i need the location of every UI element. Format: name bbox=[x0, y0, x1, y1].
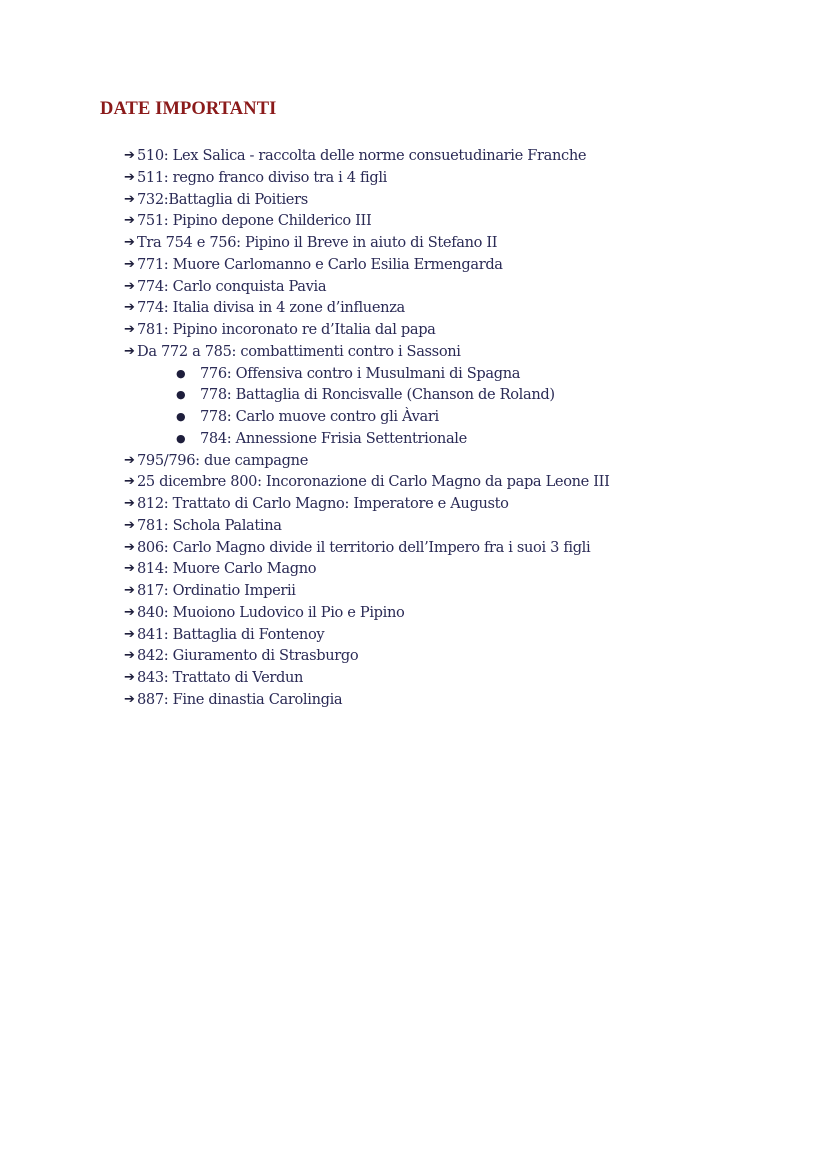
list-item-text: 25 dicembre 800: Incoronazione di Carlo Magno da papa Leone III bbox=[137, 473, 610, 491]
list-item bbox=[124, 232, 498, 254]
list-item-text: 795/796: due campagne bbox=[137, 451, 308, 469]
list-item-text: 817: Ordinatio Imperii bbox=[137, 582, 296, 599]
bullet-icon: ● bbox=[176, 366, 186, 380]
list-item bbox=[124, 189, 308, 211]
list-item bbox=[124, 645, 359, 667]
list-item bbox=[124, 493, 509, 515]
list-item bbox=[124, 167, 387, 189]
sub-list-item bbox=[124, 384, 555, 406]
arrow-icon: ➔ bbox=[124, 604, 135, 620]
arrow-icon: ➔ bbox=[124, 539, 135, 555]
list-item bbox=[124, 319, 436, 341]
bullet-icon: ● bbox=[176, 410, 186, 423]
arrow-icon: ➔ bbox=[124, 322, 135, 337]
list-item bbox=[124, 667, 304, 689]
arrow-icon: ➔ bbox=[124, 626, 135, 642]
list-item-text: 814: Muore Carlo Magno bbox=[137, 560, 317, 578]
list-item-text: 510: Lex Salica - raccolta delle norme consuetudinarie Franche bbox=[137, 147, 587, 164]
list-item bbox=[124, 276, 327, 298]
sub-list-item bbox=[124, 406, 439, 428]
list-item bbox=[124, 471, 610, 493]
list-item-text: 841: Battaglia di Fontenoy bbox=[137, 625, 325, 643]
list-item bbox=[124, 624, 325, 646]
list-item bbox=[124, 341, 461, 363]
list-item-text: 843: Trattato di Verdun bbox=[137, 669, 304, 686]
arrow-icon: ➔ bbox=[124, 213, 135, 229]
arrow-icon: ➔ bbox=[124, 452, 135, 468]
list-item-text: 806: Carlo Magno divide il territorio dell’Impero fra i suoi 3 figli bbox=[137, 538, 591, 556]
arrow-icon: ➔ bbox=[124, 169, 135, 185]
arrow-icon: ➔ bbox=[124, 561, 135, 577]
list-item-text: 776: Offensiva contro i Musulmani di Spagna bbox=[200, 364, 521, 382]
list-item-text: 778: Battaglia di Roncisvalle (Chanson de Roland) bbox=[200, 386, 555, 404]
arrow-icon: ➔ bbox=[124, 583, 135, 598]
list-item bbox=[124, 537, 591, 559]
list-item bbox=[124, 210, 372, 232]
list-item bbox=[124, 145, 587, 167]
arrow-icon: ➔ bbox=[124, 278, 135, 294]
list-item-text: 732:Battaglia di Poitiers bbox=[137, 190, 308, 208]
list-item-text: 771: Muore Carlomanno e Carlo Esilia Ermengarda bbox=[137, 255, 503, 273]
list-item bbox=[124, 515, 282, 537]
list-item bbox=[124, 558, 317, 580]
list-item-text: 840: Muoiono Ludovico il Pio e Pipino bbox=[137, 603, 405, 621]
list-item-text: 511: regno franco diviso tra i 4 figli bbox=[137, 168, 387, 186]
list-item-text: 781: Pipino incoronato re d’Italia dal papa bbox=[137, 321, 436, 338]
dates-list bbox=[124, 145, 610, 711]
arrow-icon: ➔ bbox=[124, 343, 135, 359]
list-item bbox=[124, 450, 308, 472]
arrow-icon: ➔ bbox=[124, 691, 135, 707]
list-item bbox=[124, 602, 405, 624]
list-item bbox=[124, 689, 343, 711]
list-item-text: 774: Carlo conquista Pavia bbox=[137, 277, 327, 295]
arrow-icon: ➔ bbox=[124, 474, 135, 490]
bullet-icon: ● bbox=[176, 431, 186, 445]
sub-list-item bbox=[124, 428, 467, 450]
arrow-icon: ➔ bbox=[124, 648, 135, 664]
list-item bbox=[124, 254, 503, 276]
list-item-text: 778: Carlo muove contro gli Àvari bbox=[200, 408, 439, 425]
arrow-icon: ➔ bbox=[124, 191, 135, 207]
list-item-text: Tra 754 e 756: Pipino il Breve in aiuto di Stefano II bbox=[137, 234, 498, 251]
arrow-icon: ➔ bbox=[124, 496, 135, 511]
list-item-text: 887: Fine dinastia Carolingia bbox=[137, 690, 343, 708]
list-item bbox=[124, 580, 296, 602]
list-item-text: 781: Schola Palatina bbox=[137, 516, 282, 534]
list-item-text: Da 772 a 785: combattimenti contro i Sassoni bbox=[137, 342, 461, 360]
bullet-icon: ● bbox=[176, 388, 186, 402]
arrow-icon: ➔ bbox=[124, 256, 135, 272]
list-item-text: 812: Trattato di Carlo Magno: Imperatore e Augusto bbox=[137, 495, 509, 512]
arrow-icon: ➔ bbox=[124, 235, 135, 250]
arrow-icon: ➔ bbox=[124, 300, 135, 316]
list-item bbox=[124, 297, 405, 319]
sub-list-item bbox=[124, 363, 521, 385]
arrow-icon: ➔ bbox=[124, 148, 135, 163]
arrow-icon: ➔ bbox=[124, 670, 135, 685]
list-item-text: 774: Italia divisa in 4 zone d’influenza bbox=[137, 299, 405, 317]
page-title: DATE IMPORTANTI bbox=[100, 99, 277, 119]
list-item-text: 842: Giuramento di Strasburgo bbox=[137, 647, 359, 665]
list-item-text: 784: Annessione Frisia Settentrionale bbox=[200, 429, 467, 447]
list-item-text: 751: Pipino depone Childerico III bbox=[137, 212, 372, 230]
arrow-icon: ➔ bbox=[124, 517, 135, 533]
